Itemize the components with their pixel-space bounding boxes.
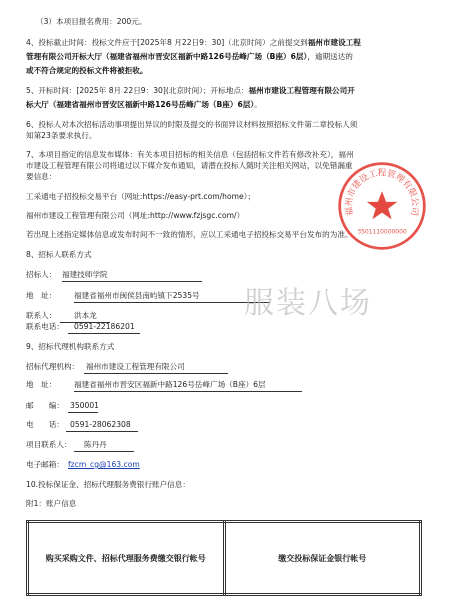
tenderer-address-label: 地 址：	[26, 291, 57, 300]
tenderer-phone-row	[26, 322, 135, 332]
seal-arc-text: 福州市建设工程管理有限公司	[344, 168, 420, 217]
tenderer-contact-label: 联系人：	[26, 311, 57, 320]
bank-account-title: 10.投标保证金、招标代理服务费银行账户信息：	[26, 480, 190, 489]
tenderer-phone-value: 0591-22186201	[74, 322, 135, 331]
tenderer-label: 招标人：	[26, 270, 57, 279]
tenderer-phone-label: 联系电话：	[26, 322, 64, 331]
seal-star-icon	[367, 191, 397, 219]
agency-row	[26, 362, 185, 372]
tenderer-address-value: 福建省福州市闽侯县南屿镇下2535号	[74, 291, 200, 300]
tenderer-value: 福建技师学院	[62, 270, 108, 279]
agency-postcode-row	[26, 401, 99, 411]
agency-phone-underline	[66, 431, 138, 432]
media-line-1: 7、本项目指定的信息发布媒体：有关本项目招标的相关信息（包括招标文件若有修改补充），福州	[26, 150, 354, 159]
agency-postcode-value: 350001	[70, 401, 99, 410]
agency-email-link[interactable]: fzcm_cg@163.com	[68, 460, 140, 469]
agency-contact-row	[26, 440, 107, 450]
tenderer-contact-row	[26, 311, 97, 321]
deadline-place-2: 管理有限公司开标大厅（福建省福州市晋安区福新中路126号岳峰广场（B座）6层）	[26, 52, 308, 61]
watermark-text: 服装八场	[244, 286, 372, 321]
tenderer-contact-value: 洪本龙	[74, 311, 97, 320]
deadline-reject-text: 或不符合规定的投标文件将被拒收。	[26, 66, 148, 75]
deadline-late-text: ，逾期送达的	[307, 52, 353, 61]
tenderer-underline	[62, 281, 202, 282]
platform-website[interactable]: 工采通电子招投标交易平台（网址:https://easy-prt.com/home）；	[26, 192, 256, 201]
seal-number: 3501110000000	[357, 228, 407, 236]
tenderer-address-underline	[74, 302, 270, 303]
agency-phone-value: 0591-28062308	[70, 420, 131, 429]
media-line-2: 市建设工程管理有限公司将通过以下媒介发布通知，请潜在投标人随时关注相关网站，以免错漏重	[26, 161, 353, 170]
agency-email-row	[26, 460, 140, 470]
opening-place-1: 福州市建设工程管理有限公司开	[248, 86, 355, 95]
company-website[interactable]: 福州市建设工程管理有限公司（网址:http://www.fzjsgc.com/）	[26, 211, 245, 220]
purchase-fee-account-cell: 购买采购文件、招标代理服务费缴交银行帐号	[28, 522, 225, 595]
opening-place-2: 标大厅（福建省福州市晋安区福新中路126号岳峰广场（B座）6层）	[26, 100, 255, 109]
tenderer-contact-title: 8、招标人联系方式	[26, 250, 92, 259]
agency-contact-label: 项目联系人：	[26, 440, 72, 449]
agency-address-value: 福建省福州市晋安区福新中路126号岳峰广场（B座）6层	[74, 380, 266, 389]
agency-address-label: 地 址：	[26, 380, 57, 389]
tenderer-row	[26, 270, 108, 280]
deadline-line-1	[26, 38, 361, 48]
account-table	[26, 520, 422, 596]
tenderer-address-row	[26, 291, 200, 301]
registration-fee-line: （3）本项目报名费用：200元。	[36, 17, 147, 26]
agency-email-label: 电子邮箱：	[26, 460, 64, 469]
tenderer-phone-underline	[68, 333, 140, 334]
agency-postcode-underline	[68, 412, 98, 413]
deadline-text: 4、投标截止时间：投标文件应于[2025年8 月22日9：30]（北京时间）之前提交到	[26, 38, 308, 47]
deadline-place-1: 福州市建设工程	[307, 38, 361, 47]
agency-address-row	[26, 380, 266, 390]
agency-underline	[84, 373, 228, 374]
opening-time-text: 5、开标时间：[2025年 8月 22日9：30](北京时间）；开标地点：	[26, 86, 249, 95]
agency-phone-row	[26, 420, 131, 430]
media-priority-note: 若出现上述指定媒体信息或发布时间不一致的情形，应以工采通电子招投标交易平台发布的为准。	[26, 230, 353, 239]
opening-line-1	[26, 86, 355, 96]
agency-value: 福州市建设工程管理有限公司	[86, 362, 185, 371]
agency-contact-value: 陈丹丹	[84, 440, 107, 449]
opening-end: 。	[254, 100, 262, 109]
objection-line-1: 6、投标人对本次招标活动事项提出异议的时限及提交的书面异议材料按照招标文件第二章投标人须	[26, 120, 358, 129]
agency-contact-title: 9、招标代理机构联系方式	[26, 342, 115, 351]
bid-bond-account-cell: 缴交投标保证金银行帐号	[224, 522, 421, 595]
objection-line-2: 知第23条要求执行。	[26, 131, 97, 140]
opening-line-2	[26, 100, 262, 110]
agency-postcode-label: 邮 编：	[26, 401, 64, 410]
agency-phone-label: 电 话：	[26, 420, 64, 429]
agency-address-underline	[74, 391, 302, 392]
agency-contact-underline	[74, 451, 134, 452]
agency-label: 招标代理机构：	[26, 362, 80, 371]
attachment-label: 附1：账户信息	[26, 499, 77, 508]
deadline-line-2	[26, 52, 353, 62]
media-line-3: 要信息：	[26, 172, 57, 181]
company-seal-icon	[336, 160, 428, 252]
